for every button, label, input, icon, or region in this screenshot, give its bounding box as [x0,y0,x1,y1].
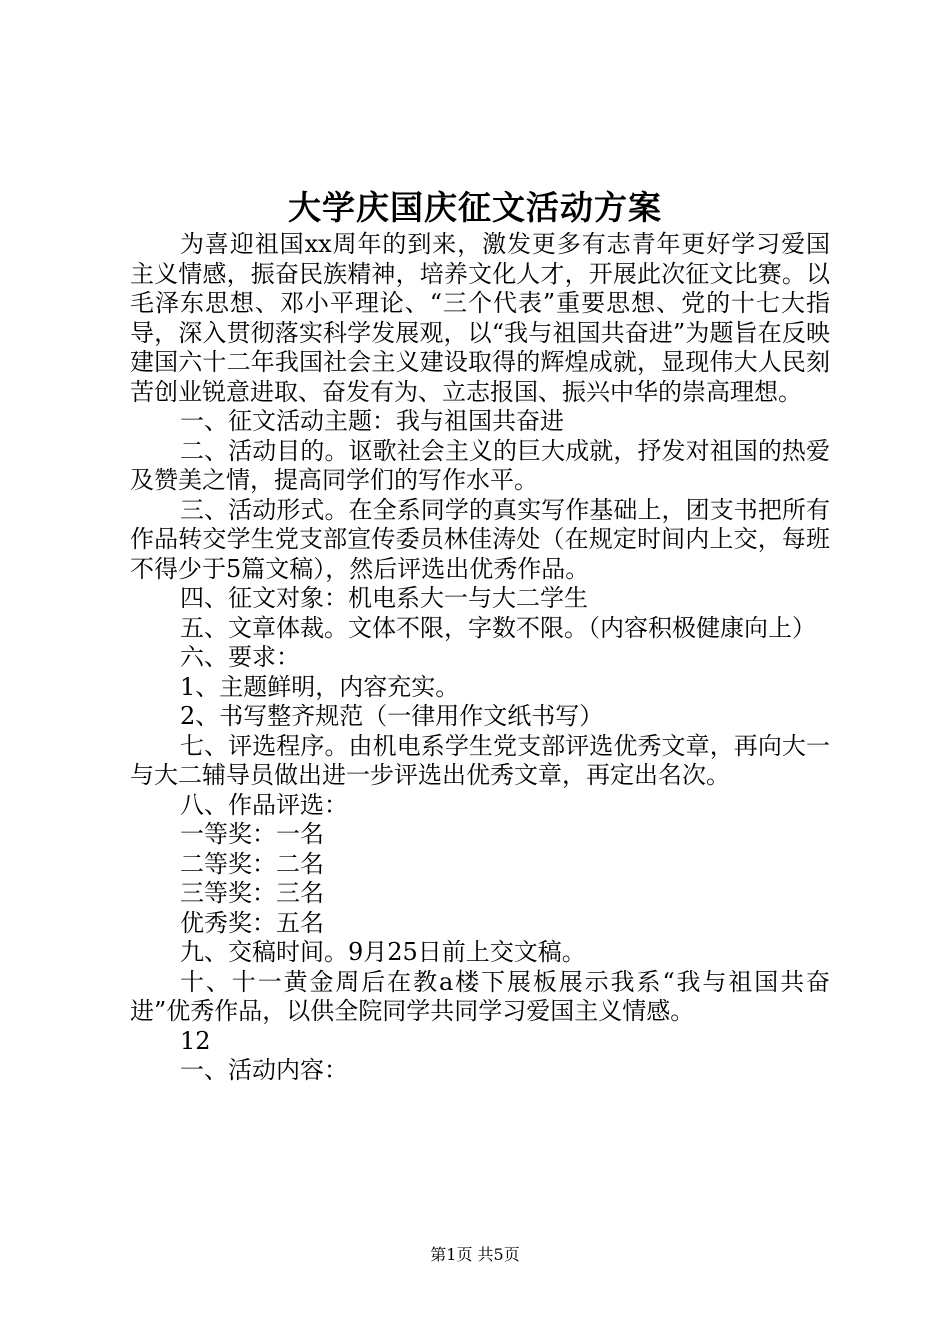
section-requirements: 六、要求： [180,643,300,671]
requirement-item: 1、主题鲜明，内容充实。 [180,672,460,701]
section-genre: 五、文章体裁。文体不限，字数不限。（内容积极健康向上） [180,613,816,642]
section-purpose: 二、活动目的。讴歌社会主义的巨大成就，抒发对祖国的热爱及赞美之情，提高同学们的写作水平。 [130,436,830,494]
section-awards: 八、作品评选： [180,790,348,819]
section-selection-process: 七、评选程序。由机电系学生党支部评选优秀文章，再向大一与大二辅导员做出进一步评选出优秀文章，再定出名次。 [130,731,830,789]
section-theme: 一、征文活动主题：我与祖国共奋进 [180,407,564,435]
section-activity-content: 一、活动内容： [180,1056,348,1084]
section-exhibition: 十、十一黄金周后在教a楼下展板展示我系“我与祖国共奋进”优秀作品，以供全院同学共同学习爱国主义情感。 [130,967,830,1025]
award-item: 一等奖：一名 [180,820,324,848]
award-item: 三等奖：三名 [180,879,324,907]
intro-paragraph: 为喜迎祖国xx周年的到来，激发更多有志青年更好学习爱国主义情感，振奋民族精神，培养文化人才，开展此次征文比赛。以毛泽东思想、邓小平理论、“三个代表”重要思想、党的十七大指导，深入贯彻落实科学发展观，以“我与祖国共奋进”为题旨在反映建国六十二年我国社会主义建设取得的辉煌成就，显现伟大人民刻苦创业锐意进取、奋发有为、立志报国、振兴中华的崇高理想。 [130,230,830,406]
document-title: 大学庆国庆征文活动方案 [288,188,662,227]
award-item: 优秀奖：五名 [180,908,324,937]
section-deadline: 九、交稿时间。9月25日前上交文稿。 [180,938,586,966]
section-format: 三、活动形式。在全系同学的真实写作基础上，团支书把所有作品转交学生党支部宣传委员林佳涛处（在规定时间内上交，每班不得少于5篇文稿），然后评选出优秀作品。 [130,495,830,583]
page-footer: 第1页 共5页 [430,1245,520,1264]
award-item: 二等奖：二名 [180,849,324,878]
document-body [130,230,830,1086]
section-participants: 四、征文对象：机电系大一与大二学生 [180,584,588,612]
stray-number: 12 [180,1026,211,1055]
requirement-item: 2、书写整齐规范（一律用作文纸书写） [180,702,604,730]
